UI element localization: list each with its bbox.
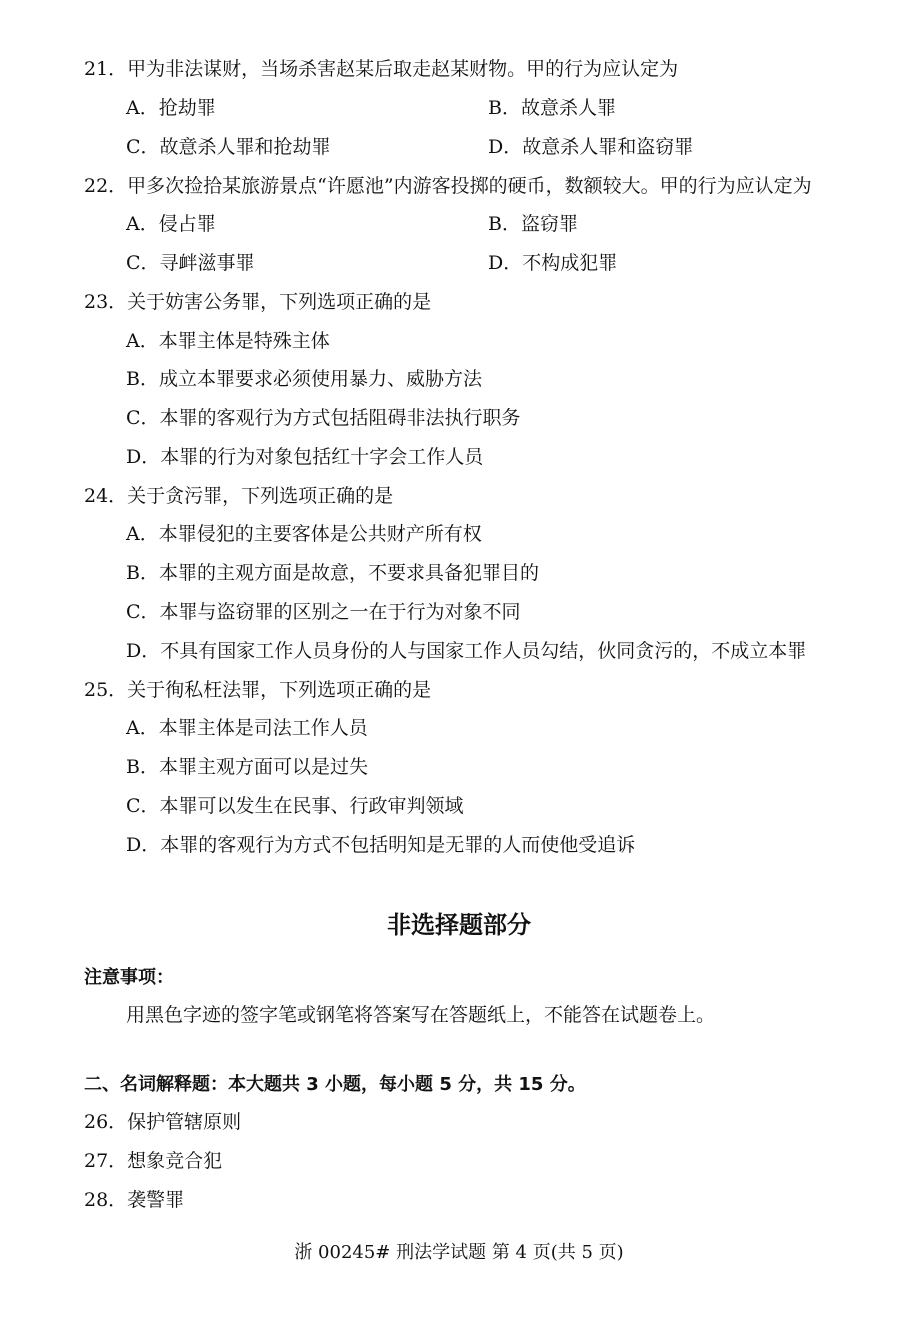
question-26: 26．保护管辖原则 — [84, 1111, 242, 1133]
page-footer: 浙 00245# 刑法学试题 第 4 页(共 5 页) — [294, 1242, 624, 1263]
question-25-option-b: B．本罪主观方面可以是过失 — [126, 756, 368, 778]
question-22-option-d: D．不构成犯罪 — [488, 252, 618, 274]
question-21-stem: 21．甲为非法谋财，当场杀害赵某后取走赵某财物。甲的行为应认定为 — [84, 58, 679, 80]
question-21-option-d: D．故意杀人罪和盗窃罪 — [488, 136, 694, 158]
question-24-option-d: D．不具有国家工作人员身份的人与国家工作人员勾结，伙同贪污的，不成立本罪 — [126, 640, 807, 662]
question-24-stem: 24．关于贪污罪，下列选项正确的是 — [84, 485, 394, 507]
question-21-option-c: C．故意杀人罪和抢劫罪 — [126, 136, 331, 158]
question-27: 27．想象竞合犯 — [84, 1150, 223, 1172]
question-25-option-c: C．本罪可以发生在民事、行政审判领域 — [126, 795, 464, 817]
question-23-stem: 23．关于妨害公务罪，下列选项正确的是 — [84, 291, 432, 313]
question-23-option-a: A．本罪主体是特殊主体 — [126, 330, 330, 352]
question-22-option-c: C．寻衅滋事罪 — [126, 252, 255, 274]
notice-heading: 注意事项： — [84, 967, 174, 988]
question-28: 28．袭警罪 — [84, 1189, 185, 1211]
question-21-option-b: B．故意杀人罪 — [488, 97, 616, 119]
question-25-stem: 25．关于徇私枉法罪，下列选项正确的是 — [84, 679, 432, 701]
question-25-option-d: D．本罪的客观行为方式不包括明知是无罪的人而使他受追诉 — [126, 834, 636, 856]
question-24-option-a: A．本罪侵犯的主要客体是公共财产所有权 — [126, 523, 482, 545]
question-23-option-b: B．成立本罪要求必须使用暴力、威胁方法 — [126, 368, 482, 390]
notice-text: 用黑色字迹的签字笔或钢笔将答案写在答题纸上，不能答在试题卷上。 — [126, 1004, 716, 1026]
question-23-option-c: C．本罪的客观行为方式包括阻碍非法执行职务 — [126, 407, 521, 429]
question-25-option-a: A．本罪主体是司法工作人员 — [126, 717, 368, 739]
question-24-option-c: C．本罪与盗窃罪的区别之一在于行为对象不同 — [126, 601, 521, 623]
question-24-option-b: B．本罪的主观方面是故意，不要求具备犯罪目的 — [126, 562, 539, 584]
part-two-heading: 二、名词解释题：本大题共 3 小题，每小题 5 分，共 15 分。 — [84, 1074, 586, 1095]
question-22-stem: 22．甲多次捡拾某旅游景点“许愿池”内游客投掷的硬币，数额较大。甲的行为应认定为 — [84, 175, 812, 197]
question-22-option-a: A．侵占罪 — [126, 213, 216, 235]
question-22-option-b: B．盗窃罪 — [488, 213, 578, 235]
question-23-option-d: D．本罪的行为对象包括红十字会工作人员 — [126, 446, 484, 468]
section-title: 非选择题部分 — [387, 911, 531, 939]
question-21-option-a: A．抢劫罪 — [126, 97, 216, 119]
